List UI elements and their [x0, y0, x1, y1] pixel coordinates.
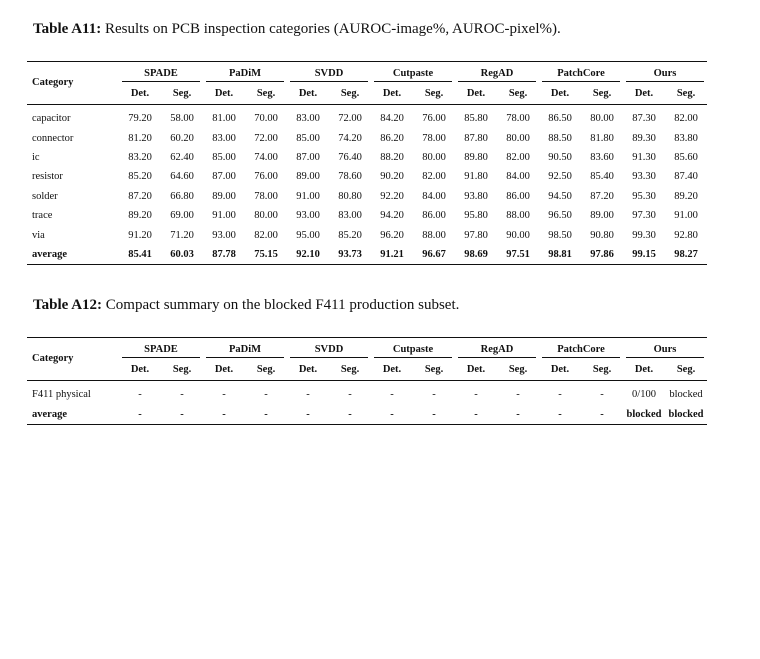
- table-cell: -: [348, 389, 352, 401]
- table-cell: 99.30: [632, 229, 656, 241]
- table-body: [27, 381, 707, 425]
- table-cell: 74.00: [254, 151, 278, 163]
- table-cell: 82.00: [254, 229, 278, 241]
- method-name: PaDiM: [206, 68, 284, 82]
- table-cell: 89.00: [296, 171, 320, 183]
- row-category: ic: [32, 151, 40, 163]
- table-row: [27, 105, 707, 129]
- table-cell: 66.80: [170, 190, 194, 202]
- table-cell: 91.20: [128, 229, 152, 241]
- table-cell: 89.00: [212, 190, 236, 202]
- table-cell: 92.80: [674, 229, 698, 241]
- table-cell: 89.20: [674, 190, 698, 202]
- table-cell: -: [432, 389, 436, 401]
- table-a11-caption: [33, 21, 561, 38]
- seg-header: Seg.: [424, 88, 444, 99]
- table-cell: 86.50: [548, 113, 572, 125]
- table-cell: 83.00: [296, 113, 320, 125]
- table-cell: 96.20: [380, 229, 404, 241]
- table-cell: 72.00: [254, 132, 278, 144]
- method-name: PatchCore: [542, 344, 620, 358]
- table-cell: 78.00: [422, 132, 446, 144]
- table-cell: -: [516, 389, 520, 401]
- table-cell: 93.73: [338, 248, 362, 260]
- table-cell: 64.60: [170, 171, 194, 183]
- header-row-metrics: [27, 83, 707, 105]
- method-name: Ours: [626, 68, 704, 82]
- table-cell: 85.20: [128, 171, 152, 183]
- det-header: Det.: [466, 88, 486, 99]
- method-name: PatchCore: [542, 68, 620, 82]
- table-cell: 95.00: [296, 229, 320, 241]
- results-table-a11: [27, 61, 707, 265]
- table-cell: 0/100: [632, 389, 656, 401]
- table-cell: 91.30: [632, 151, 656, 163]
- table-row: [27, 404, 707, 424]
- table-cell: 85.60: [674, 151, 698, 163]
- table-cell: -: [264, 408, 268, 420]
- det-header: Det.: [214, 364, 234, 375]
- table-cell: -: [222, 389, 226, 401]
- table-cell: 88.00: [506, 210, 530, 222]
- table-cell: 93.80: [464, 190, 488, 202]
- table-row: [27, 128, 707, 147]
- table-cell: -: [138, 389, 142, 401]
- table-cell: 78.60: [338, 171, 362, 183]
- table-cell: 98.27: [674, 248, 698, 260]
- table-cell: 92.50: [548, 171, 572, 183]
- table-cell: 82.00: [674, 113, 698, 125]
- summary-table-a12: [27, 337, 707, 425]
- table-cell: 92.20: [380, 190, 404, 202]
- table-cell: 95.80: [464, 210, 488, 222]
- table-cell: blocked: [668, 408, 704, 420]
- table-row: [27, 167, 707, 186]
- row-category: connector: [32, 132, 74, 144]
- method-name: SPADE: [122, 68, 200, 82]
- table-cell: 80.00: [590, 113, 614, 125]
- table-cell: 91.21: [380, 248, 404, 260]
- det-header: Det.: [550, 88, 570, 99]
- method-header: [371, 62, 455, 84]
- method-name: Ours: [626, 344, 704, 358]
- table-cell: 93.30: [632, 171, 656, 183]
- table-cell: 89.80: [464, 151, 488, 163]
- row-category: resistor: [32, 171, 63, 183]
- table-row: [27, 381, 707, 405]
- table-cell: 80.00: [422, 151, 446, 163]
- table-cell: 85.41: [128, 248, 152, 260]
- table-cell: 87.20: [128, 190, 152, 202]
- table-cell: 83.80: [674, 132, 698, 144]
- row-category: trace: [32, 210, 53, 222]
- table-cell: 72.00: [338, 113, 362, 125]
- table-row: [27, 225, 707, 244]
- table-cell: 83.20: [128, 151, 152, 163]
- method-name: SVDD: [290, 68, 368, 82]
- table-cell: 88.00: [422, 229, 446, 241]
- table-cell: 87.78: [212, 248, 236, 260]
- table-cell: 90.80: [590, 229, 614, 241]
- table-cell: 60.20: [170, 132, 194, 144]
- method-header: [203, 338, 287, 360]
- method-name: Cutpaste: [374, 344, 452, 358]
- table-cell: 98.50: [548, 229, 572, 241]
- det-header: Det.: [298, 364, 318, 375]
- table-row: [27, 148, 707, 167]
- table-cell: 74.20: [338, 132, 362, 144]
- table-header: [27, 62, 707, 105]
- table-cell: 83.60: [590, 151, 614, 163]
- seg-header: Seg.: [592, 364, 612, 375]
- seg-header: Seg.: [676, 88, 696, 99]
- table-cell: 87.20: [590, 190, 614, 202]
- method-name: SVDD: [290, 344, 368, 358]
- row-category: solder: [32, 190, 58, 202]
- table-cell: 71.20: [170, 229, 194, 241]
- row-category: average: [32, 408, 67, 420]
- table-cell: -: [474, 408, 478, 420]
- table-cell: 81.00: [212, 113, 236, 125]
- table-cell: 96.67: [422, 248, 446, 260]
- table-cell: 85.20: [338, 229, 362, 241]
- caption-text: Results on PCB inspection categories (AUROC-image%, AUROC-pixel%).: [101, 21, 561, 37]
- seg-header: Seg.: [172, 364, 192, 375]
- row-category: via: [32, 229, 45, 241]
- method-header: [287, 338, 371, 360]
- table-cell: -: [600, 389, 604, 401]
- method-header: [623, 338, 707, 360]
- table-cell: 79.20: [128, 113, 152, 125]
- method-header: [119, 338, 203, 360]
- table-cell: 90.20: [380, 171, 404, 183]
- caption-text: Compact summary on the blocked F411 production subset.: [102, 297, 460, 313]
- table-cell: -: [558, 408, 562, 420]
- method-header: [539, 338, 623, 360]
- table-cell: -: [390, 389, 394, 401]
- method-header: [539, 62, 623, 84]
- table-cell: 87.00: [296, 151, 320, 163]
- method-header: [371, 338, 455, 360]
- table-cell: 76.00: [254, 171, 278, 183]
- table-cell: 84.00: [506, 171, 530, 183]
- method-name: SPADE: [122, 344, 200, 358]
- table-cell: 94.50: [548, 190, 572, 202]
- table-cell: -: [264, 389, 268, 401]
- table-cell: -: [222, 408, 226, 420]
- table-cell: 86.20: [380, 132, 404, 144]
- det-header: Det.: [130, 88, 150, 99]
- table-cell: 89.20: [128, 210, 152, 222]
- table-cell: 97.30: [632, 210, 656, 222]
- method-name: RegAD: [458, 344, 536, 358]
- row-category: capacitor: [32, 113, 71, 125]
- table-cell: 96.50: [548, 210, 572, 222]
- table-cell: 81.80: [590, 132, 614, 144]
- method-header: [287, 62, 371, 84]
- det-header: Det.: [634, 88, 654, 99]
- method-header: [455, 338, 539, 360]
- table-cell: 98.81: [548, 248, 572, 260]
- table-cell: 98.69: [464, 248, 488, 260]
- table-cell: 90.50: [548, 151, 572, 163]
- table-cell: 97.51: [506, 248, 530, 260]
- table-cell: 82.00: [506, 151, 530, 163]
- seg-header: Seg.: [508, 364, 528, 375]
- det-header: Det.: [382, 364, 402, 375]
- table-cell: 91.00: [674, 210, 698, 222]
- table-cell: 85.00: [296, 132, 320, 144]
- table-cell: 78.00: [254, 190, 278, 202]
- table-cell: 86.00: [506, 190, 530, 202]
- header-row-metrics: [27, 359, 707, 381]
- table-cell: 62.40: [170, 151, 194, 163]
- table-cell: -: [390, 408, 394, 420]
- table-cell: -: [516, 408, 520, 420]
- row-category: F411 physical: [32, 389, 91, 401]
- det-header: Det.: [214, 88, 234, 99]
- table-cell: 58.00: [170, 113, 194, 125]
- table-cell: -: [180, 408, 184, 420]
- row-category: average: [32, 248, 67, 260]
- table-row: [27, 245, 707, 265]
- table-cell: 76.40: [338, 151, 362, 163]
- seg-header: Seg.: [256, 364, 276, 375]
- table-cell: 82.00: [422, 171, 446, 183]
- method-header: [623, 62, 707, 84]
- det-header: Det.: [550, 364, 570, 375]
- table-cell: 85.40: [590, 171, 614, 183]
- table-cell: 70.00: [254, 113, 278, 125]
- table-cell: 91.00: [296, 190, 320, 202]
- seg-header: Seg.: [256, 88, 276, 99]
- table-cell: 87.80: [464, 132, 488, 144]
- table-cell: 89.00: [590, 210, 614, 222]
- table-cell: 80.80: [338, 190, 362, 202]
- table-cell: 86.00: [422, 210, 446, 222]
- table-cell: 99.15: [632, 248, 656, 260]
- table-cell: 97.86: [590, 248, 614, 260]
- det-header: Det.: [298, 88, 318, 99]
- table-cell: 89.30: [632, 132, 656, 144]
- table-cell: 95.30: [632, 190, 656, 202]
- table-cell: 81.20: [128, 132, 152, 144]
- method-name: PaDiM: [206, 344, 284, 358]
- table-cell: -: [558, 389, 562, 401]
- table-cell: blocked: [626, 408, 662, 420]
- table-cell: 87.00: [212, 171, 236, 183]
- table-cell: 88.50: [548, 132, 572, 144]
- det-header: Det.: [466, 364, 486, 375]
- caption-label: Table A11:: [33, 21, 102, 37]
- header-row-methods: [27, 338, 707, 360]
- table-cell: -: [306, 408, 310, 420]
- table-cell: 93.00: [212, 229, 236, 241]
- caption-label: Table A12:: [33, 297, 103, 313]
- table-cell: -: [474, 389, 478, 401]
- table-cell: 69.00: [170, 210, 194, 222]
- seg-header: Seg.: [592, 88, 612, 99]
- seg-header: Seg.: [340, 364, 360, 375]
- table-cell: -: [138, 408, 142, 420]
- table-cell: -: [180, 389, 184, 401]
- category-header: Category: [32, 353, 74, 364]
- det-header: Det.: [382, 88, 402, 99]
- table-cell: 87.30: [632, 113, 656, 125]
- table-cell: -: [432, 408, 436, 420]
- table-cell: 78.00: [506, 113, 530, 125]
- table-cell: 60.03: [170, 248, 194, 260]
- table-row: [27, 206, 707, 225]
- table-cell: 85.00: [212, 151, 236, 163]
- seg-header: Seg.: [508, 88, 528, 99]
- table-cell: blocked: [669, 389, 703, 401]
- method-header: [119, 62, 203, 84]
- seg-header: Seg.: [676, 364, 696, 375]
- method-header: [203, 62, 287, 84]
- method-name: Cutpaste: [374, 68, 452, 82]
- seg-header: Seg.: [424, 364, 444, 375]
- table-cell: -: [348, 408, 352, 420]
- table-cell: 97.80: [464, 229, 488, 241]
- table-cell: 87.40: [674, 171, 698, 183]
- table-cell: 80.00: [254, 210, 278, 222]
- header-row-methods: [27, 62, 707, 84]
- table-cell: 85.80: [464, 113, 488, 125]
- table-a12-caption: [33, 297, 459, 314]
- det-header: Det.: [634, 364, 654, 375]
- table-cell: 75.15: [254, 248, 278, 260]
- table-body: [27, 105, 707, 265]
- seg-header: Seg.: [340, 88, 360, 99]
- det-header: Det.: [130, 364, 150, 375]
- table-cell: 84.00: [422, 190, 446, 202]
- table-cell: 80.00: [506, 132, 530, 144]
- table-cell: 84.20: [380, 113, 404, 125]
- table-header: [27, 338, 707, 381]
- table-cell: 93.00: [296, 210, 320, 222]
- table-cell: 91.80: [464, 171, 488, 183]
- table-cell: 88.20: [380, 151, 404, 163]
- category-header: Category: [32, 77, 74, 88]
- table-row: [27, 187, 707, 206]
- seg-header: Seg.: [172, 88, 192, 99]
- table-cell: -: [600, 408, 604, 420]
- table-cell: 92.10: [296, 248, 320, 260]
- table-cell: 90.00: [506, 229, 530, 241]
- table-cell: 76.00: [422, 113, 446, 125]
- method-name: RegAD: [458, 68, 536, 82]
- table-cell: -: [306, 389, 310, 401]
- table-cell: 83.00: [212, 132, 236, 144]
- table-cell: 94.20: [380, 210, 404, 222]
- method-header: [455, 62, 539, 84]
- table-cell: 91.00: [212, 210, 236, 222]
- table-cell: 83.00: [338, 210, 362, 222]
